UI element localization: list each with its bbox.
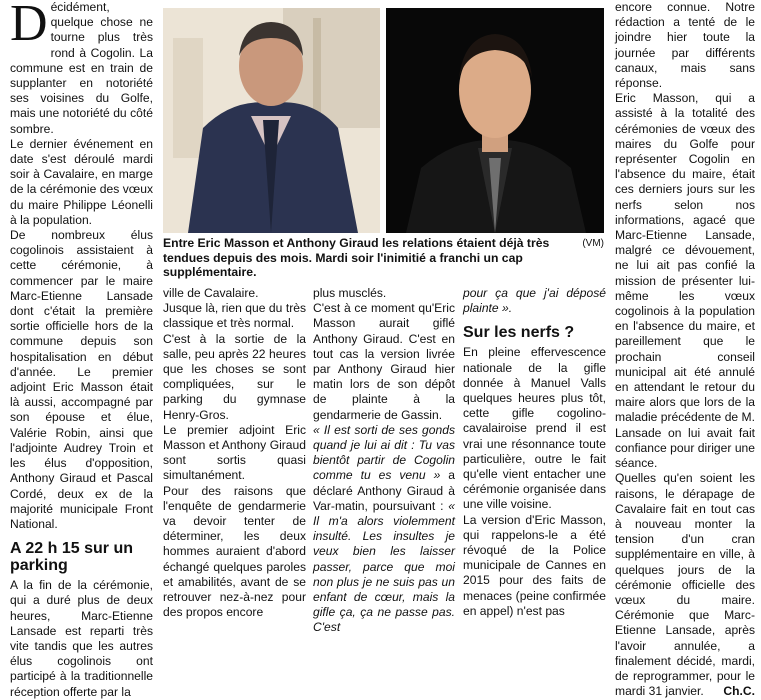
paragraph: plus musclés. xyxy=(313,286,387,300)
paragraph xyxy=(615,471,755,699)
paragraph: De nombreux élus cogolinois assistaient à cette cérémonie, à commencer par le maire Marc-Etienne Lansade dont c'était la première sortie officielle hors de la commune depuis son hospitalisation en début d'année. Le premier adjoint Eric Masson était là aussi, accompagné par son épouse et élue, Valérie Robin, ainsi que l'adjointe Audrey Troin et les élus d'opposition, Anthony Giraud et Pascal Cordé, deux ex de la majorité municipale Front National. xyxy=(10,228,153,531)
quote-attribution: a déclaré Anthony Giraud à Var-matin, poursuivant : xyxy=(313,468,455,513)
article-column-3 xyxy=(313,286,455,636)
paragraph: C'est à la sortie de la salle, peu après 22 heures que les choses se sont compliquées, sur le parking du gymnase Henry-Gros. xyxy=(163,331,306,422)
photo-caption xyxy=(163,236,604,280)
paragraph: Eric Masson, qui a assisté à la totalité des cérémonies de vœux des maires du Golfe pour représenter Cogolin en l'absence du maire, était ces derniers jours sur les nerfs selon nos informations, agacé que Marc-Etienne Lansade, malgré ce dévouement, ne lui ait pas confié la mission de présenter lui-même les vœux cogolinois à la population en l'absence du maire, et pareillement que le prochain conseil municipal ait été annulé en attendant le retour du maire alors que lors de la maladie précédente de M. Lansade on lui avait fait confiance pour diriger une séance. xyxy=(615,91,755,471)
photo-eric-masson xyxy=(163,8,380,233)
paragraph: Le premier adjoint Eric Masson et Anthony Giraud sont sortis quasi simultanément. xyxy=(163,422,306,483)
article-column-5 xyxy=(615,0,755,699)
caption-text: Entre Eric Masson et Anthony Giraud les relations étaient déjà très tendues depuis des mois. Mardi soir l'inimitié a franchi un cap supplémentaire. xyxy=(163,236,550,279)
paragraph: Le dernier événement en date s'est déroulé mardi soir à Cavalaire, en marge de la cérémonie des vœux du maire Philippe Léonelli à la population. xyxy=(10,136,153,227)
quote-paragraph xyxy=(313,423,455,636)
subheading: Sur les nerfs ? xyxy=(463,324,575,342)
article-column-4 xyxy=(463,286,606,619)
drop-cap: D xyxy=(10,0,48,52)
intro-paragraph: écidément, quelque chose ne tourne plus très rond à Cogolin. La commune est en train de supplanter en notoriété ses voisines du Golfe, mais une notoriété du côté sombre. xyxy=(10,0,153,136)
paragraph: Pour des raisons que l'enquête de gendarmerie va devoir tenter de déterminer, les deux hommes auraient d'abord échangé quelques paroles et amabilités, avant de se retrouver nez-à-nez pour des propos encore xyxy=(163,483,306,620)
quote: « Il est sorti de ses gonds quand je lui ai dit : Tu vas bientôt partir de Cogolin comme tu es venu » xyxy=(313,422,455,483)
paragraph: A la fin de la cérémonie, qui a duré plus de deux heures, Marc-Etienne Lansade est reparti très vite tandis que les autres élus cogolinois ont participé à la traditionnelle réception offerte par la xyxy=(10,578,153,699)
paragraph: En pleine effervescence nationale de la gifle donnée à Manuel Valls quelques heures plus tôt, cette gifle cogolino-cavalairoise prend il est vrai une résonnance toute particulière, outre le fait qu'elle vient entacher une cérémonie organisée dans une ville voisine. xyxy=(463,345,606,512)
paragraph: C'est à ce moment qu'Eric Masson aurait giflé Anthony Giraud. C'est en tout cas la version livrée par Anthony Giraud hier matin lors de son dépôt de plainte à la gendarmerie de Gassin. xyxy=(313,301,455,422)
quote: pour ça que j'ai déposé plainte ». xyxy=(463,286,606,316)
paragraph: encore connue. Notre rédaction a tenté de le joindre hier toute la journée par différents canaux, mais sans réponse. xyxy=(615,0,755,91)
article-column-2 xyxy=(163,286,306,620)
paragraph: La version d'Eric Masson, qui rappelons-le a été révoqué de la Police municipale de Cannes en 2015 pour des faits de menaces (peine confirmée en appel) n'est pas xyxy=(463,512,606,618)
portrait-illustration xyxy=(163,8,380,233)
article-column-1 xyxy=(10,0,153,700)
paragraph: ville de Cavalaire. xyxy=(163,286,259,300)
quote: « Il m'a alors violemment insulté. Les insultes je veux bien les laisser passer, parce que moi non plus je ne suis pas un enfant de cœur, mais la gifle ça, ça ne passe pas. C'est xyxy=(313,498,455,635)
paragraph-text: Quelles qu'en soient les raisons, le dérapage de Cavalaire fait en tout cas à nouveau monter la tension d'un cran supplémentaire en ville, à quelques jours de la cérémonie officielle des vœux du maire. Cérémonie que Marc-Etienne Lansade, après l'avoir annulée, a finalement décidé, mardi, de reprogrammer, pour le mardi 31 janvier. xyxy=(615,471,755,699)
photo-credit: (VM) xyxy=(582,238,604,249)
paragraph: Jusque là, rien que du très classique et très normal. xyxy=(163,301,306,331)
subheading: A 22 h 15 sur un parking xyxy=(10,540,133,575)
photo-anthony-giraud xyxy=(386,8,604,233)
portrait-illustration xyxy=(386,8,604,233)
author-signature: Ch.C. xyxy=(723,684,755,699)
